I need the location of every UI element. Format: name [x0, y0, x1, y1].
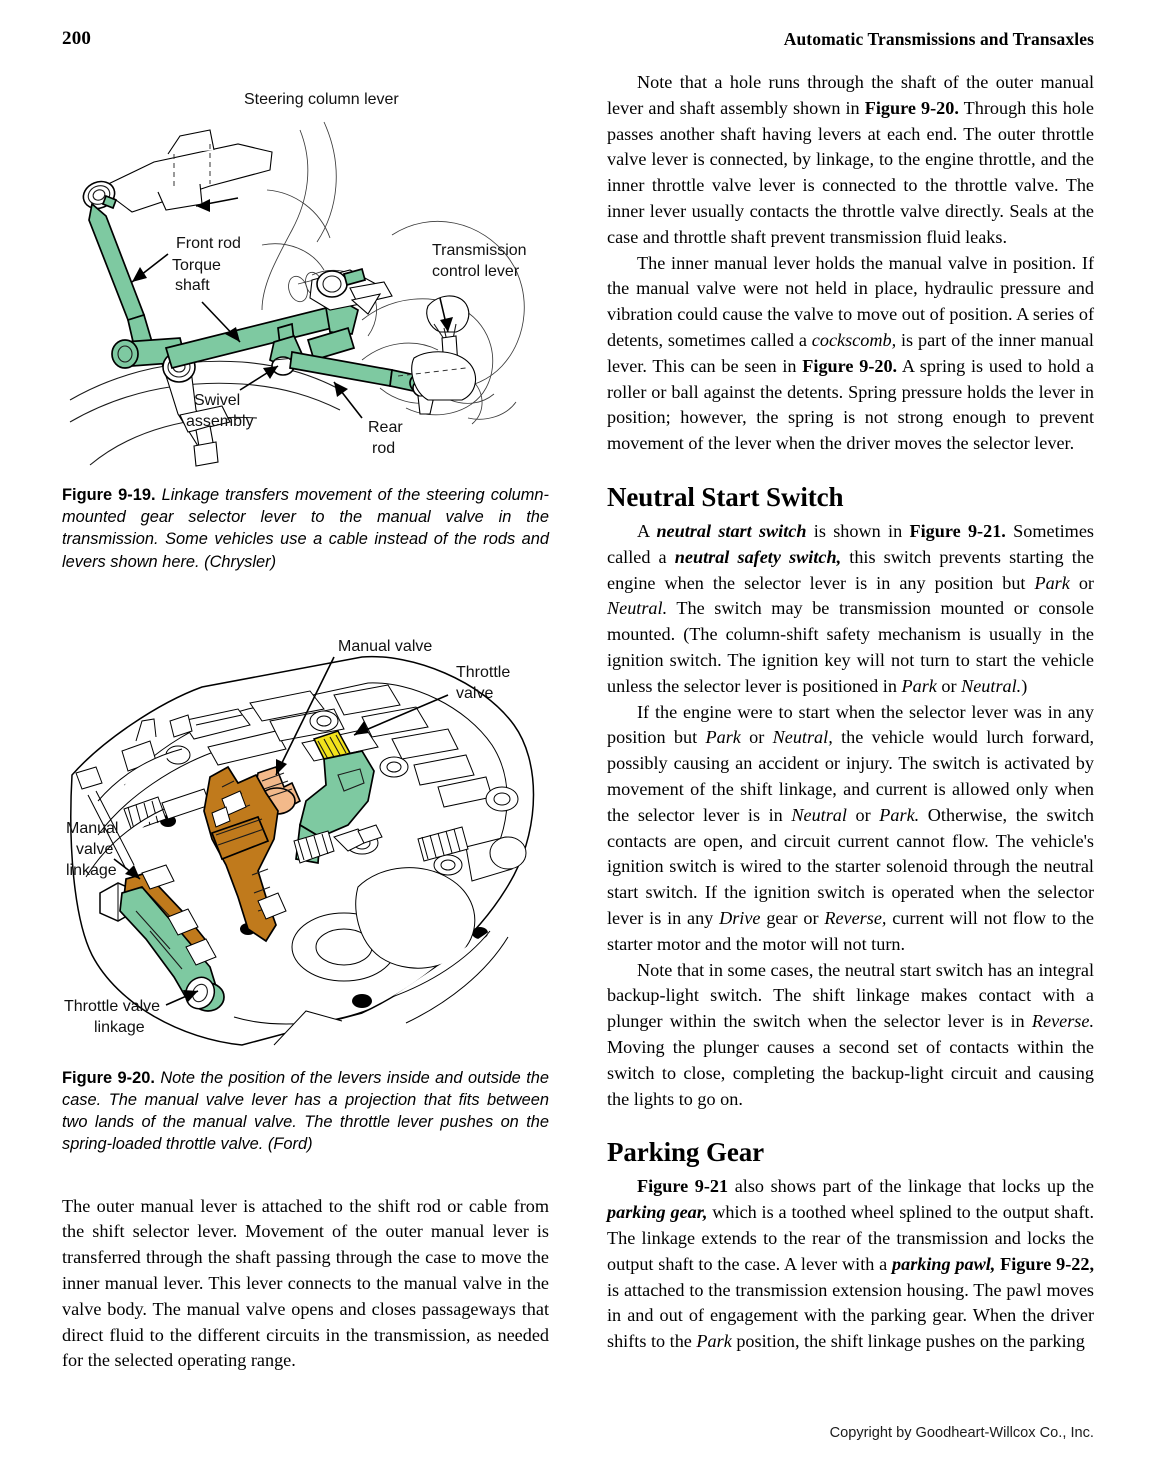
footer-copyright: Copyright by Goodheart-Willcox Co., Inc.	[829, 1425, 1094, 1441]
figure-9-20-number: Figure 9-20.	[62, 1068, 155, 1087]
left-column-paragraph: The outer manual lever is attached to the shift rod or cable from the shift selector lever. Movement of the outer manual lever is transferred through the shaft passing through the case to move the inner manual lever. This lever connects to the manual valve in the valve body. The manual valve opens and closes passageways that direct fluid to the different circuits in the transmission, as needed for the selected operating range.	[62, 1195, 549, 1371]
figure-9-19-number: Figure 9-19.	[62, 486, 156, 504]
figure-9-20-caption-text: Note the position of the levers inside and outside the case. The manual valve lever has a projection that fits between two lands of the manual valve. The throttle lever pushes on the spring-loaded throttle valve. (Ford)	[62, 1068, 550, 1154]
right-paragraph-4: If the engine were to start when the selector lever was in any position but Park or Neutral, the vehicle would lurch forward, possibly causing an accident or injury. The switch is activated by movement of the shift linkage, and current is allowed only when the selector lever is in Neutral or Park. Otherwise, the switch contacts are open, and circuit current cannot flow. The vehicle's ignition switch is wired to the starter solenoid through the neutral start switch. If the ignition switch is operated when the selector lever is in any Drive gear or Reverse, current will not flow to the starter motor and the motor will not turn.	[607, 701, 1094, 954]
right-paragraph-2: The inner manual lever holds the manual valve in position. If the manual valve were not held in place, hydraulic pressure and vibration could cause the valve to move out of position. A series of detents, sometimes called a cockscomb, is part of the inner manual lever. This can be seen in Figure 9-20. A spring is used to hold a roller or ball against the detents. Spring pressure holds the lever in position; however, the spring is not strong enough to prevent movement of the lever when the driver moves the selector lever.	[607, 252, 1094, 454]
right-paragraph-5: Note that in some cases, the neutral start switch has an integral backup-light switch. The shift linkage makes contact with a plunger within the switch when the selector lever is in Reverse. Moving the plunger causes a second set of contacts within the switch to close, completing the backup-light circuit and causing the lights to go on.	[607, 959, 1094, 1109]
left-column	[62, 70, 549, 1374]
figure-9-19-callout-swivel-assembly-2: assembly	[186, 413, 254, 430]
figure-9-19-callout-rear-rod-2: rod	[372, 440, 396, 457]
figure-9-19-callout-transmission-control-lever: Transmission	[432, 242, 527, 259]
right-column	[607, 70, 1094, 1355]
figure-9-20-callout-manual-valve-linkage: Manual	[66, 819, 119, 837]
figure-9-19	[62, 70, 549, 470]
figure-9-19-callout-rear-rod: Rear	[368, 419, 403, 436]
figure-9-19-callout-torque-shaft: Torque	[172, 257, 221, 274]
figure-9-20-callout-throttle-valve: Throttle	[456, 663, 511, 681]
figure-9-20-callout-manual-valve: Manual valve	[338, 637, 433, 655]
right-paragraph-3: A neutral start switch is shown in Figure 9-21. Sometimes called a neutral safety switch, this switch prevents starting the engine when the selector lever is in any position but Park or Neutral. The switch may be transmission mounted or console mounted. (The column-shift safety mechanism is usually in the ignition switch. The ignition key will not turn to start the vehicle unless the selector lever is positioned in Park or Neutral.)	[607, 521, 1094, 696]
heading-parking-gear: Parking Gear	[607, 1137, 765, 1168]
figure-9-20-callout-manual-valve-linkage-3: linkage	[66, 861, 117, 879]
figure-9-20-callout-manual-valve-linkage-2: valve	[76, 840, 114, 858]
figure-9-19-callout-torque-shaft-2: shaft	[175, 277, 210, 294]
running-head	[62, 28, 1094, 54]
page-number: 200	[62, 28, 92, 49]
figure-9-19-caption-text: Linkage transfers movement of the steering column-mounted gear selector lever to the manual valve in the transmission. Some vehicles use a cable instead of the rods and levers shown here. (Chrysler)	[62, 486, 549, 571]
figure-9-19-callout-transmission-control-lever-2: control lever	[432, 263, 520, 280]
figure-9-20	[62, 625, 549, 1055]
figure-9-20-callout-throttle-valve-linkage-2: linkage	[94, 1018, 145, 1036]
figure-9-20-callout-throttle-valve-linkage: Throttle valve	[64, 997, 161, 1015]
figure-9-20-caption	[62, 1067, 549, 1156]
page-body	[62, 70, 1094, 1380]
figure-9-19-callout-front-rod: Front rod	[176, 235, 241, 252]
figure-9-20-callout-throttle-valve-2: valve	[456, 684, 494, 702]
right-paragraph-1: Note that a hole runs through the shaft of the outer manual lever and shaft assembly shown in Figure 9-20. Through this hole passes another shaft having levers at each end. The outer throttle valve lever is connected, by linkage, to the engine throttle, and the inner throttle valve lever is connected to the throttle valve. The inner lever usually contacts the throttle valve directly. Seals at the case and throttle shaft prevent transmission fluid leaks.	[607, 72, 1095, 247]
heading-neutral-start-switch: Neutral Start Switch	[607, 481, 844, 512]
figure-9-19-callout-swivel-assembly: Swivel	[194, 392, 241, 409]
book-title: Automatic Transmissions and Transaxles	[783, 29, 1094, 49]
right-paragraph-6: Figure 9-21 also shows part of the linkage that locks up the parking gear, which is a toothed wheel splined to the output shaft. The linkage extends to the rear of the transmission and locks the output shaft to the case. A lever with a parking pawl, Figure 9-22, is attached to the transmission extension housing. The pawl moves in and out of engagement with the parking gear. When the driver shifts to the Park position, the shift linkage pushes on the parking	[607, 1176, 1094, 1352]
figure-9-19-caption	[62, 484, 549, 573]
figure-9-19-callout-steering-column-lever: Steering column lever	[244, 91, 399, 108]
